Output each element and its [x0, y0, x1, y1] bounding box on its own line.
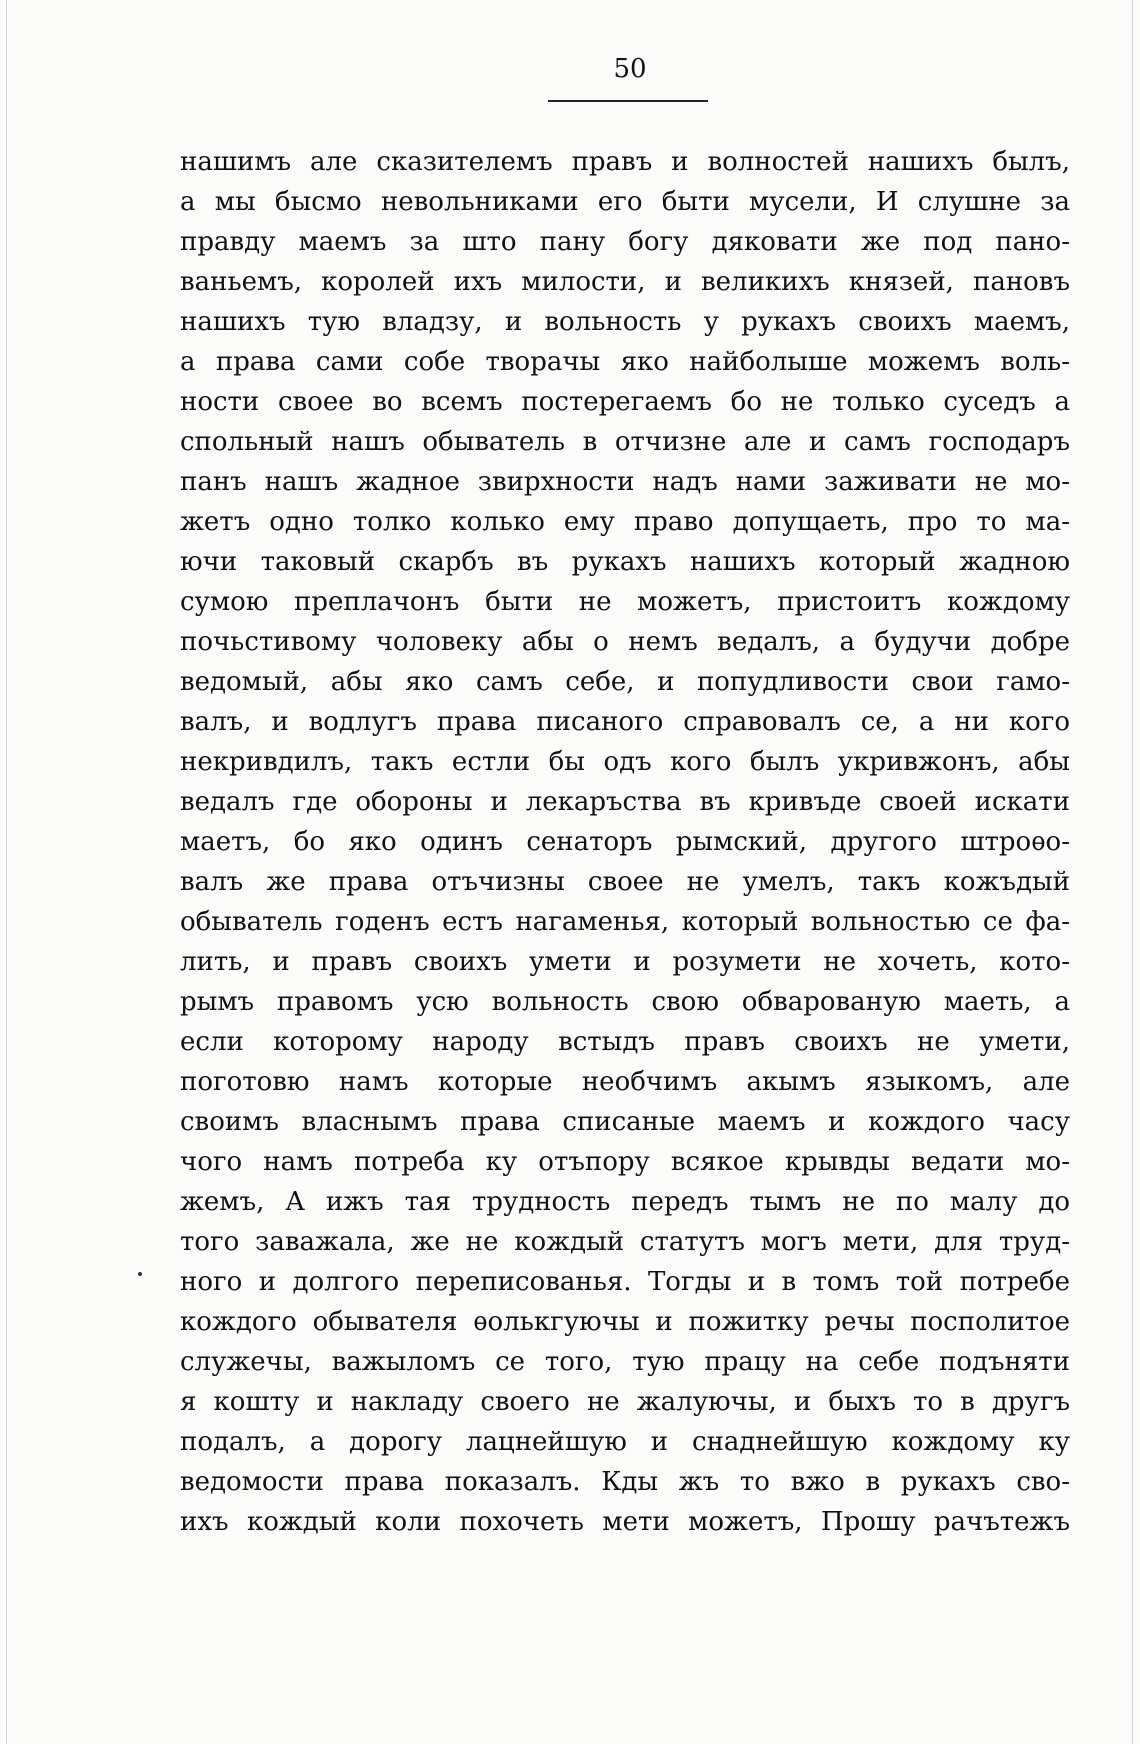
text-line: спольный нашъ обыватель в отчизне але и самъ господаръ: [180, 427, 1070, 457]
text-line: сумою преплачонъ быти не можетъ, пристоитъ кождому: [180, 587, 1070, 617]
text-line: того заважала, же не кождый статутъ могъ мети, для труд-: [180, 1227, 1070, 1257]
page-edge-mark-right: [1132, 0, 1133, 1744]
text-line: лить, и правъ своихъ умети и розумети не хочеть, кото-: [180, 947, 1070, 977]
text-line: ваньемъ, королей ихъ милости, и великихъ князей, пановъ: [180, 267, 1070, 297]
text-line: маетъ, бо яко одинъ сенаторъ рымский, другого штроѳо-: [180, 827, 1070, 857]
text-line: нашимъ але сказителемъ правъ и волностей нашихъ былъ,: [180, 147, 1070, 177]
stray-mark: [138, 1272, 142, 1276]
text-line: панъ нашъ жадное звирхности надъ нами заживати не мо-: [180, 467, 1070, 497]
text-line: чого намъ потреба ку отъпору всякое крывды ведати мо-: [180, 1147, 1070, 1177]
page-edge-mark-left: [6, 0, 7, 1744]
text-line: поготовю намъ которые необчимъ акымъ языкомъ, але: [180, 1067, 1070, 1097]
text-line: правду маемъ за што пану богу дяковати же под пано-: [180, 227, 1070, 257]
text-line: валъ же права отъчизны своее не умелъ, такъ кожъдый: [180, 867, 1070, 897]
text-line: а мы бысмо невольниками его быти мусели, И слушне за: [180, 187, 1070, 217]
text-line: своимъ власнымъ права списаные маемъ и кождого часу: [180, 1107, 1070, 1137]
text-line: а права сами собе творачы яко найболыше можемъ воль-: [180, 347, 1070, 377]
text-line: почьстивому чоловеку абы о немъ ведалъ, а будучи добре: [180, 627, 1070, 657]
text-line: ности своее во всемъ постерегаемъ бо не только суседъ а: [180, 387, 1070, 417]
text-line: ихъ кождый коли похочеть мети можетъ, Прошу рачътежъ: [180, 1507, 1070, 1537]
text-line: нашихъ тую владзу, и вольность у рукахъ своихъ маемъ,: [180, 307, 1070, 337]
text-line: если которому народу встыдъ правъ своихъ не умети,: [180, 1027, 1070, 1057]
page-number-rule: [548, 100, 708, 102]
text-line: ведомый, абы яко самъ себе, и попудливости свои гамо-: [180, 667, 1070, 697]
page-number: 50: [613, 54, 647, 84]
text-line: подалъ, а дорогу лацнейшую и снаднейшую кождому ку: [180, 1427, 1070, 1457]
text-line: кождого обывателя ѳолькгуючы и пожитку речы посполитое: [180, 1307, 1070, 1337]
text-line: жемъ, А ижъ тая трудность передъ тымъ не по малу до: [180, 1187, 1070, 1217]
text-line: обыватель годенъ естъ нагаменья, который вольностью се фа-: [180, 907, 1070, 937]
text-line: рымъ правомъ усю вольность свою обварованую маеть, а: [180, 987, 1070, 1017]
text-line: некривдилъ, такъ естли бы одъ кого былъ укривжонъ, абы: [180, 747, 1070, 777]
text-line: ведомости права показалъ. Кды жъ то вжо в рукахъ сво-: [180, 1467, 1070, 1497]
text-line: жетъ одно толко колько ему право допущаеть, про то ма-: [180, 507, 1070, 537]
text-line: служечы, важыломъ се того, тую працу на себе подъняти: [180, 1347, 1070, 1377]
text-line: ведалъ где обороны и лекаръства въ кривъде своей искати: [180, 787, 1070, 817]
text-line: валъ, и водлугъ права писаного справовалъ се, а ни кого: [180, 707, 1070, 737]
text-line: ючи таковый скарбъ въ рукахъ нашихъ который жадною: [180, 547, 1070, 577]
body-text: [180, 142, 1070, 1542]
text-line: я кошту и накладу своего не жалуючы, и быхъ то в другъ: [180, 1387, 1070, 1417]
text-line: ного и долгого переписованья. Тогды и в томъ той потребе: [180, 1267, 1070, 1297]
